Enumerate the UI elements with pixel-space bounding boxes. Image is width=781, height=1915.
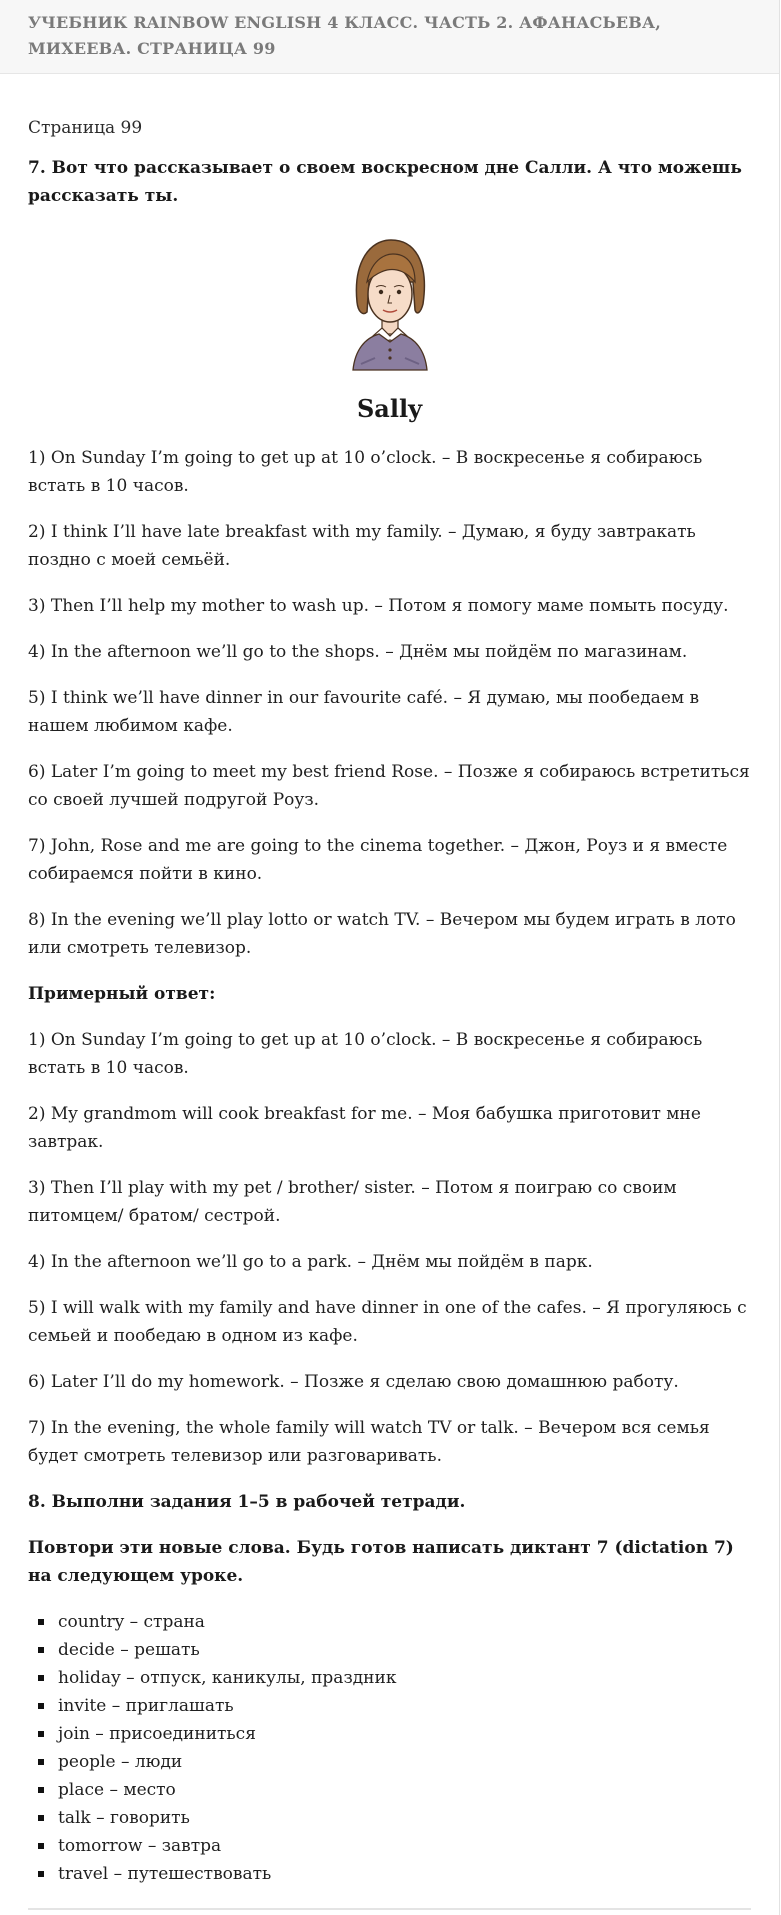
sentence-7: 7) John, Rose and me are going to the cinema together. – Джон, Роуз и я вместе собираемся пойти в кино.: [28, 836, 728, 884]
vocabulary-list: [28, 1608, 751, 1888]
sentence-4: 4) In the afternoon we’ll go to the shops. – Днём мы пойдём по магазинам.: [28, 642, 688, 662]
sentence-1: 1) On Sunday I’m going to get up at 10 o’clock. – В воскресенье я собираюсь встать в 10 часов.: [28, 448, 703, 496]
answer-sentence-1: 1) On Sunday I’m going to get up at 10 o’clock. – В воскресенье я собираюсь встать в 10 часов.: [28, 1030, 703, 1078]
list-item: people – люди: [58, 1748, 751, 1776]
bottom-divider: [28, 1908, 751, 1910]
character-name: Sally: [356, 394, 423, 423]
answer-sentence-2: 2) My grandmom will cook breakfast for me. – Моя бабушка приготовит мне завтрак.: [28, 1104, 701, 1152]
list-item: country – страна: [58, 1608, 751, 1636]
site-header: [0, 0, 779, 74]
list-item: tomorrow – завтра: [58, 1832, 751, 1860]
answer-sentence-6: 6) Later I’ll do my homework. – Позже я сделаю свою домашнюю работу.: [28, 1372, 679, 1392]
answer-sentence-7: 7) In the evening, the whole family will watch TV or talk. – Вечером вся семья будет смотреть телевизор или разговаривать.: [28, 1418, 710, 1466]
list-item: decide – решать: [58, 1636, 751, 1664]
list-item: talk – говорить: [58, 1804, 751, 1832]
sally-illustration: [28, 232, 751, 372]
list-item: invite – приглашать: [58, 1692, 751, 1720]
task-7-heading: 7. Вот что рассказывает о своем воскресном дне Салли. А что можешь рассказать ты.: [28, 158, 742, 206]
list-item: join – присоединиться: [58, 1720, 751, 1748]
list-item: place – место: [58, 1776, 751, 1804]
page-label: Страница 99: [28, 118, 143, 138]
answer-sentence-4: 4) In the afternoon we’ll go to a park. – Днём мы пойдём в парк.: [28, 1252, 593, 1272]
list-item: travel – путешествовать: [58, 1860, 751, 1888]
sentence-2: 2) I think I’ll have late breakfast with my family. – Думаю, я буду завтракать поздно с моей семьёй.: [28, 522, 696, 570]
answer-heading: Примерный ответ:: [28, 984, 216, 1004]
list-item: holiday – отпуск, каникулы, праздник: [58, 1664, 751, 1692]
sentence-3: 3) Then I’ll help my mother to wash up. – Потом я помогу маме помыть посуду.: [28, 596, 729, 616]
sample-answer: [28, 1026, 751, 1470]
sentence-8: 8) In the evening we’ll play lotto or watch TV. – Вечером мы будем играть в лото или смотреть телевизор.: [28, 910, 736, 958]
sentence-5: 5) I think we’ll have dinner in our favourite café. – Я думаю, мы пообедаем в нашем любимом кафе.: [28, 688, 700, 736]
dictation-heading: Повтори эти новые слова. Будь готов написать диктант 7 (dictation 7) на следующем уроке.: [28, 1538, 734, 1586]
task-8-heading: 8. Выполни задания 1–5 в рабочей тетради.: [28, 1492, 466, 1512]
answer-sentence-3: 3) Then I’ll play with my pet / brother/ sister. – Потом я поиграю со своим питомцем/ братом/ сестрой.: [28, 1178, 677, 1226]
answer-sentence-5: 5) I will walk with my family and have dinner in one of the cafes. – Я прогуляюсь с семьей и пообедаю в одном из кафе.: [28, 1298, 747, 1346]
sentence-6: 6) Later I’m going to meet my best friend Rose. – Позже я собираюсь встретиться со своей лучшей подругой Роуз.: [28, 762, 750, 810]
main-content: [0, 116, 779, 1888]
sally-portrait-image: [335, 232, 445, 372]
sally-sentences: [28, 444, 751, 962]
page-title: УЧЕБНИК RAINBOW ENGLISH 4 КЛАСС. ЧАСТЬ 2. АФАНАСЬЕВА, МИХЕЕВА. СТРАНИЦА 99: [28, 13, 662, 58]
